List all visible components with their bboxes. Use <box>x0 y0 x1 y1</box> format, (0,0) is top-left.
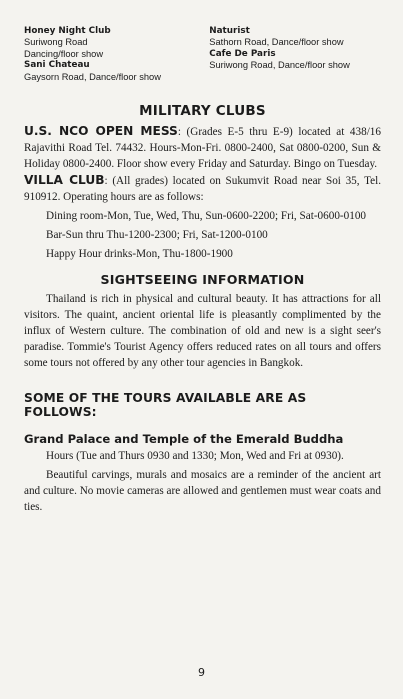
listing-title: Sani Chateau <box>24 60 90 71</box>
listing-line: Dancing/floor show <box>24 48 104 59</box>
page-number: 9 <box>198 666 205 679</box>
villa-details: : (All grades) located on Sukumvit Road near Soi 35, Tel. 910912. Operating hours are as follows: <box>24 175 381 204</box>
listing-line: Gaysorn Road, Dance/floor show <box>24 71 161 82</box>
villa-club-entry <box>24 172 381 205</box>
happy-hour: Happy Hour drinks-Mon, Thu-1800-1900 <box>46 248 233 261</box>
grand-palace-description: Beautiful carvings, murals and mosaics are a reminder of the ancient art and culture. No movie cameras are allowed and gentlemen must wear coats and ties. <box>24 469 381 514</box>
listing-line: Suriwong Road <box>24 37 88 48</box>
nco-club-name: U.S. NCO OPEN MESS <box>24 124 178 139</box>
listing-column-right <box>209 26 375 83</box>
grand-palace-tour-title: Grand Palace and Temple of the Emerald Buddha <box>24 432 344 447</box>
grand-palace-hours: Hours (Tue and Thurs 0930 and 1330; Mon, Wed and Fri at 0930). <box>46 450 344 463</box>
sightseeing-heading: SIGHTSEEING INFORMATION <box>100 272 305 288</box>
listing-title: Naturist <box>209 26 250 36</box>
nco-details: : (Grades E-5 thru E-9) located at 438/16 Rajavithi Road Tel. 74432. Hours-Mon-Fri. 0800-2400, Sat 0800-0200, Sun & Holiday 0800-2400. Floor show every Friday and Saturday. Bingo on Tuesday. <box>24 126 381 171</box>
tours-heading: SOME OF THE TOURS AVAILABLE ARE AS FOLLOWS: <box>24 391 307 420</box>
dining-hours: Dining room-Mon, Tue, Wed, Thu, Sun-0600-2200; Fri, Sat-0600-0100 <box>46 210 367 223</box>
listing-title: Honey Night Club <box>24 26 111 36</box>
listing-line: Sathorn Road, Dance/floor show <box>209 37 344 48</box>
villa-club-name: VILLA CLUB <box>24 173 105 188</box>
listing-line: Suriwong Road, Dance/floor show <box>209 60 350 71</box>
nco-open-mess-entry <box>24 123 381 172</box>
listing-column-left <box>24 26 209 83</box>
military-clubs-heading: MILITARY CLUBS <box>139 103 266 120</box>
bar-hours: Bar-Sun thru Thu-1200-2300; Fri, Sat-1200-0100 <box>46 229 268 242</box>
nightclub-listings <box>24 26 381 83</box>
sightseeing-text: Thailand is rich in physical and cultural beauty. It has attractions for all visitors. The quaint, ancient oriental life is pleasantly complimented by the influx of Western culture. The combination of old and new is a sight seer's paradise. Tommie's Tourist Agency offers reduced rates on all tours and offers some tours not offered by any other tour agencies in Bangkok. <box>24 293 381 370</box>
listing-title: Cafe De Paris <box>209 48 276 59</box>
